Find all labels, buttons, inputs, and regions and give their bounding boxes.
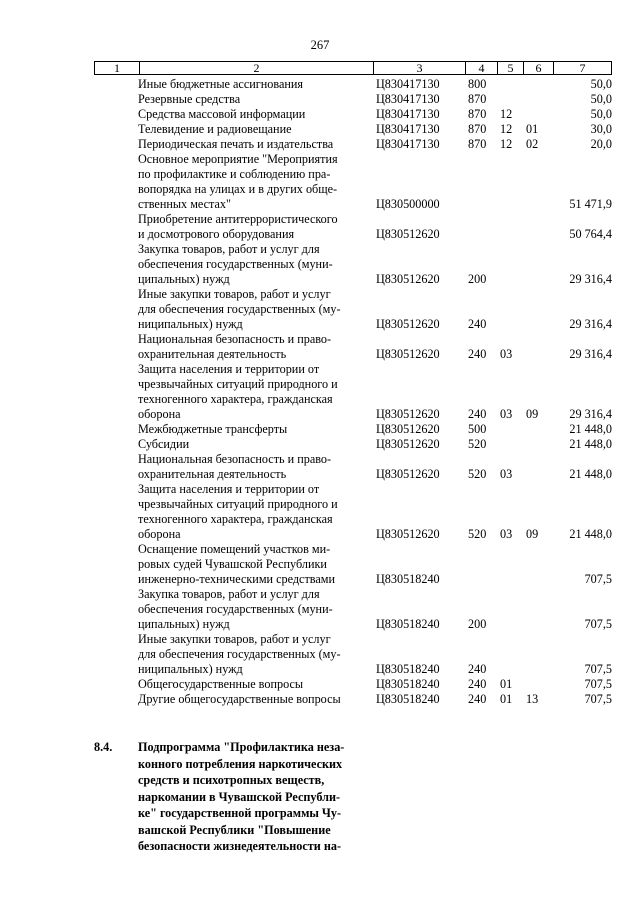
row-subsection bbox=[522, 452, 552, 482]
description-line: Приобретение антитеррористического bbox=[138, 212, 338, 226]
header-col-1: 1 bbox=[114, 61, 120, 75]
row-description bbox=[138, 77, 372, 92]
row-sum: 707,5 bbox=[584, 662, 612, 676]
row-code: Ц830512620 bbox=[376, 422, 440, 436]
row-code: Ц830512620 bbox=[376, 467, 440, 481]
description-line: Общегосударственные вопросы bbox=[138, 677, 304, 691]
description-line: обеспечения государственных (муни- bbox=[138, 257, 333, 271]
row-sum: 707,5 bbox=[584, 677, 612, 691]
row-section: 03 bbox=[500, 467, 513, 481]
subprogram-section bbox=[94, 739, 454, 855]
description-line: по профилактике и соблюдению пра- bbox=[138, 167, 331, 181]
row-subsection bbox=[522, 287, 552, 332]
header-col-7: 7 bbox=[553, 62, 611, 74]
row-section bbox=[496, 152, 522, 212]
description-line: ципальных) нужд bbox=[138, 272, 230, 286]
table-row bbox=[94, 332, 612, 362]
row-number-cell bbox=[94, 332, 138, 362]
row-description bbox=[138, 677, 372, 692]
row-code: Ц830417130 bbox=[376, 122, 440, 136]
description-line: оборона bbox=[138, 407, 181, 421]
row-expense-type: 240 bbox=[468, 662, 487, 676]
header-col-2: 2 bbox=[139, 62, 373, 74]
row-description bbox=[138, 107, 372, 122]
budget-table-body bbox=[94, 77, 612, 707]
row-subsection: 09 bbox=[526, 407, 539, 421]
description-line: Телевидение и радиовещание bbox=[138, 122, 292, 136]
row-description bbox=[138, 587, 372, 632]
table-row bbox=[94, 152, 612, 212]
row-number-cell bbox=[94, 242, 138, 287]
row-code: Ц830512620 bbox=[376, 527, 440, 541]
row-sum: 21 448,0 bbox=[569, 437, 612, 451]
row-expense-type bbox=[464, 542, 496, 587]
description-line: Защита населения и территории от bbox=[138, 482, 320, 496]
row-description bbox=[138, 122, 372, 137]
row-code: Ц830417130 bbox=[376, 107, 440, 121]
row-description bbox=[138, 632, 372, 677]
row-code: Ц830417130 bbox=[376, 137, 440, 151]
row-subsection: 02 bbox=[526, 137, 539, 151]
row-subsection bbox=[522, 437, 552, 452]
row-section: 12 bbox=[500, 137, 513, 151]
table-row bbox=[94, 242, 612, 287]
row-sum: 29 316,4 bbox=[569, 272, 612, 286]
description-line: инженерно-техническими средствами bbox=[138, 572, 336, 586]
table-row bbox=[94, 587, 612, 632]
subprogram-line: наркомании в Чувашской Республи- bbox=[138, 789, 341, 804]
subprogram-line: средств и психотропных веществ, bbox=[138, 773, 325, 787]
row-subsection bbox=[522, 152, 552, 212]
row-number-cell bbox=[94, 422, 138, 437]
row-expense-type: 200 bbox=[468, 272, 487, 286]
row-section: 12 bbox=[500, 107, 513, 121]
row-expense-type: 520 bbox=[468, 527, 487, 541]
row-sum: 50,0 bbox=[590, 107, 612, 121]
description-line: Резервные средства bbox=[138, 92, 241, 106]
row-code: Ц830512620 bbox=[376, 407, 440, 421]
row-expense-type: 240 bbox=[468, 317, 487, 331]
description-line: охранительная деятельность bbox=[138, 467, 287, 481]
row-code: Ц830518240 bbox=[376, 677, 440, 691]
description-line: Иные закупки товаров, работ и услуг bbox=[138, 632, 331, 646]
row-expense-type: 870 bbox=[468, 107, 487, 121]
description-line: Закупка товаров, работ и услуг для bbox=[138, 242, 320, 256]
table-row bbox=[94, 77, 612, 92]
row-sum: 50,0 bbox=[590, 92, 612, 106]
row-expense-type: 870 bbox=[468, 122, 487, 136]
row-code: Ц830512620 bbox=[376, 347, 440, 361]
description-line: Национальная безопасность и право- bbox=[138, 332, 332, 346]
row-sum: 29 316,4 bbox=[569, 407, 612, 421]
row-expense-type: 240 bbox=[468, 347, 487, 361]
row-section bbox=[496, 92, 522, 107]
table-row bbox=[94, 137, 612, 152]
row-description bbox=[138, 437, 372, 452]
table-row bbox=[94, 437, 612, 452]
row-code: Ц830518240 bbox=[376, 662, 440, 676]
row-number-cell bbox=[94, 677, 138, 692]
row-section bbox=[496, 77, 522, 92]
row-code: Ц830512620 bbox=[376, 227, 440, 241]
description-line: ниципальных) нужд bbox=[138, 317, 243, 331]
row-code: Ц830512620 bbox=[376, 272, 440, 286]
row-expense-type: 520 bbox=[468, 437, 487, 451]
row-subsection bbox=[522, 242, 552, 287]
row-description bbox=[138, 482, 372, 542]
row-expense-type: 520 bbox=[468, 467, 487, 481]
table-header bbox=[94, 61, 612, 75]
row-number-cell bbox=[94, 287, 138, 332]
row-sum: 21 448,0 bbox=[569, 527, 612, 541]
row-subsection bbox=[522, 632, 552, 677]
description-line: Иные закупки товаров, работ и услуг bbox=[138, 287, 331, 301]
description-line: для обеспечения государственных (му- bbox=[138, 647, 341, 661]
row-number-cell bbox=[94, 77, 138, 92]
row-section bbox=[496, 287, 522, 332]
row-description bbox=[138, 542, 372, 587]
table-row bbox=[94, 362, 612, 422]
description-line: и досмотрового оборудования bbox=[138, 227, 295, 241]
row-expense-type: 200 bbox=[468, 617, 487, 631]
table-row bbox=[94, 542, 612, 587]
row-subsection: 13 bbox=[526, 692, 539, 706]
row-description bbox=[138, 362, 372, 422]
description-line: вопорядка на улицах и в других обще- bbox=[138, 182, 338, 196]
row-number-cell bbox=[94, 437, 138, 452]
description-line: Другие общегосударственные вопросы bbox=[138, 692, 341, 706]
row-number-cell bbox=[94, 212, 138, 242]
row-description bbox=[138, 692, 372, 707]
description-line: чрезвычайных ситуаций природного и bbox=[138, 377, 338, 391]
row-section: 12 bbox=[500, 122, 513, 136]
row-expense-type: 870 bbox=[468, 137, 487, 151]
description-line: Национальная безопасность и право- bbox=[138, 452, 332, 466]
description-line: Основное мероприятие "Мероприятия bbox=[138, 152, 338, 166]
row-description bbox=[138, 332, 372, 362]
row-subsection bbox=[522, 332, 552, 362]
row-number-cell bbox=[94, 362, 138, 422]
row-expense-type: 240 bbox=[468, 677, 487, 691]
table-row bbox=[94, 482, 612, 542]
row-code: Ц830518240 bbox=[376, 692, 440, 706]
row-number-cell bbox=[94, 692, 138, 707]
row-number-cell bbox=[94, 587, 138, 632]
table-row bbox=[94, 422, 612, 437]
row-section bbox=[496, 212, 522, 242]
row-code: Ц830417130 bbox=[376, 77, 440, 91]
description-line: Периодическая печать и издательства bbox=[138, 137, 334, 151]
row-code: Ц830518240 bbox=[376, 617, 440, 631]
row-section: 03 bbox=[500, 347, 513, 361]
row-subsection: 09 bbox=[526, 527, 539, 541]
row-subsection bbox=[522, 587, 552, 632]
row-code: Ц830500000 bbox=[376, 197, 440, 211]
row-expense-type: 800 bbox=[468, 77, 487, 91]
row-sum: 20,0 bbox=[590, 137, 612, 151]
row-number-cell bbox=[94, 107, 138, 122]
row-description bbox=[138, 452, 372, 482]
row-number-cell bbox=[94, 137, 138, 152]
row-number-cell bbox=[94, 542, 138, 587]
row-section: 01 bbox=[500, 692, 513, 706]
row-section bbox=[496, 242, 522, 287]
row-description bbox=[138, 212, 372, 242]
header-col-6: 6 bbox=[523, 62, 553, 74]
row-section bbox=[496, 422, 522, 437]
row-sum: 50 764,4 bbox=[569, 227, 612, 241]
subprogram-line: ке" государственной программы Чу- bbox=[138, 806, 342, 820]
description-line: Защита населения и территории от bbox=[138, 362, 320, 376]
row-sum: 29 316,4 bbox=[569, 317, 612, 331]
description-line: для обеспечения государственных (му- bbox=[138, 302, 341, 316]
description-line: Закупка товаров, работ и услуг для bbox=[138, 587, 320, 601]
subprogram-number: 8.4. bbox=[94, 740, 113, 754]
row-number-cell bbox=[94, 452, 138, 482]
row-description bbox=[138, 242, 372, 287]
row-section bbox=[496, 632, 522, 677]
row-subsection bbox=[522, 542, 552, 587]
description-line: ципальных) нужд bbox=[138, 617, 230, 631]
row-section: 03 bbox=[500, 407, 513, 421]
description-line: Субсидии bbox=[138, 437, 190, 451]
description-line: Межбюджетные трансферты bbox=[138, 422, 288, 436]
row-sum: 707,5 bbox=[584, 617, 612, 631]
row-expense-type: 870 bbox=[468, 92, 487, 106]
table-row bbox=[94, 677, 612, 692]
subprogram-line: конного потребления наркотических bbox=[138, 756, 343, 771]
row-expense-type: 500 bbox=[468, 422, 487, 436]
subprogram-title bbox=[138, 739, 366, 855]
header-col-5: 5 bbox=[497, 62, 523, 74]
description-line: охранительная деятельность bbox=[138, 347, 287, 361]
row-sum: 21 448,0 bbox=[569, 422, 612, 436]
description-line: Иные бюджетные ассигнования bbox=[138, 77, 304, 91]
row-description bbox=[138, 137, 372, 152]
description-line: чрезвычайных ситуаций природного и bbox=[138, 497, 338, 511]
description-line: ственных местах" bbox=[138, 197, 231, 211]
row-description bbox=[138, 287, 372, 332]
row-subsection bbox=[522, 677, 552, 692]
description-line: Оснащение помещений участков ми- bbox=[138, 542, 331, 556]
row-sum: 707,5 bbox=[584, 572, 612, 586]
row-sum: 50,0 bbox=[590, 77, 612, 91]
row-number-cell bbox=[94, 632, 138, 677]
row-subsection bbox=[522, 77, 552, 92]
subprogram-line: Подпрограмма "Профилактика неза- bbox=[138, 740, 345, 754]
row-code: Ц830518240 bbox=[376, 572, 440, 586]
row-section bbox=[496, 437, 522, 452]
table-row bbox=[94, 452, 612, 482]
row-sum: 51 471,9 bbox=[569, 197, 612, 211]
row-subsection bbox=[522, 422, 552, 437]
row-number-cell bbox=[94, 92, 138, 107]
page-number: 267 bbox=[310, 38, 330, 52]
table-row bbox=[94, 122, 612, 137]
row-subsection: 01 bbox=[526, 122, 539, 136]
row-sum: 21 448,0 bbox=[569, 467, 612, 481]
table-row bbox=[94, 632, 612, 677]
row-sum: 29 316,4 bbox=[569, 347, 612, 361]
row-subsection bbox=[522, 92, 552, 107]
description-line: оборона bbox=[138, 527, 181, 541]
description-line: техногенного характера, гражданская bbox=[138, 512, 333, 526]
row-subsection bbox=[522, 107, 552, 122]
header-col-3: 3 bbox=[373, 62, 465, 74]
row-sum: 707,5 bbox=[584, 692, 612, 706]
row-expense-type: 240 bbox=[468, 407, 487, 421]
row-number-cell bbox=[94, 122, 138, 137]
row-expense-type: 240 bbox=[468, 692, 487, 706]
row-section: 03 bbox=[500, 527, 513, 541]
row-number-cell bbox=[94, 482, 138, 542]
row-subsection bbox=[522, 212, 552, 242]
table-row bbox=[94, 212, 612, 242]
description-line: обеспечения государственных (муни- bbox=[138, 602, 333, 616]
row-sum: 30,0 bbox=[590, 122, 612, 136]
row-code: Ц830417130 bbox=[376, 92, 440, 106]
row-section: 01 bbox=[500, 677, 513, 691]
description-line: Средства массовой информации bbox=[138, 107, 306, 121]
row-code: Ц830512620 bbox=[376, 437, 440, 451]
table-row bbox=[94, 287, 612, 332]
subprogram-line: безопасности жизнедеятельности на- bbox=[138, 839, 341, 853]
row-number-cell bbox=[94, 152, 138, 212]
subprogram-line: вашской Республики "Повышение bbox=[138, 822, 331, 837]
table-row bbox=[94, 92, 612, 107]
row-description bbox=[138, 152, 372, 212]
table-row bbox=[94, 692, 612, 707]
row-code: Ц830512620 bbox=[376, 317, 440, 331]
row-description bbox=[138, 92, 372, 107]
row-expense-type bbox=[464, 152, 496, 212]
row-description bbox=[138, 422, 372, 437]
header-col-4: 4 bbox=[465, 62, 497, 74]
description-line: ровых судей Чувашской Республики bbox=[138, 557, 327, 571]
row-section bbox=[496, 587, 522, 632]
description-line: техногенного характера, гражданская bbox=[138, 392, 333, 406]
row-section bbox=[496, 542, 522, 587]
description-line: ниципальных) нужд bbox=[138, 662, 243, 676]
table-row bbox=[94, 107, 612, 122]
row-expense-type bbox=[464, 212, 496, 242]
